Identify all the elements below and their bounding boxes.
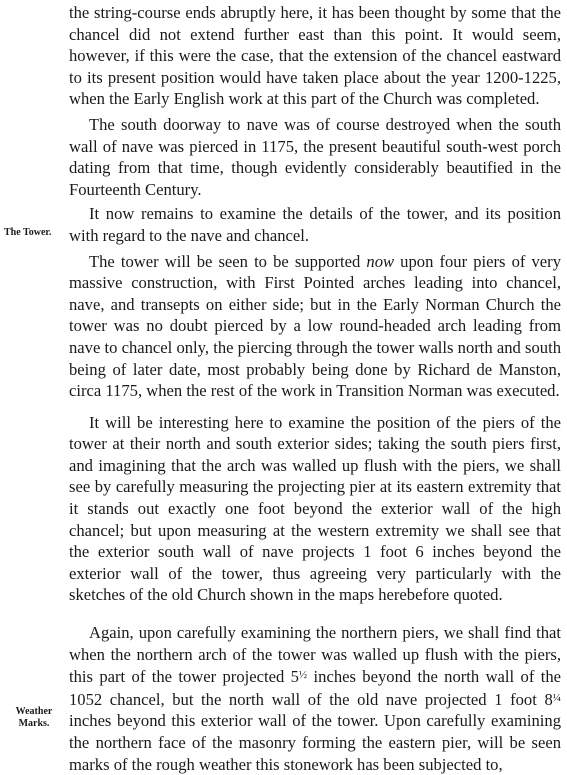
- margin-note-tower: The Tower.: [4, 227, 52, 238]
- text-span: inches beyond this exterior wall of the tower. Upon carefully examining the northern face of the masonry forming the eastern pier, will be seen marks of the rough weather this stonework has been subjected to,: [69, 711, 561, 774]
- paragraph-chancel-extension: the string-course ends abruptly here, it has been thought by some that the chancel did not extend further east than this point. It would seem, however, if this were the case, that the extension of the chancel eastward to its present position would have taken place about the year 1200-1225, when the Early English work at this part of the Church was completed.: [69, 3, 561, 109]
- text-span: inches beyond the north wall of the 1052 chancel, but the north wall of the old nave projected 1 foot 8: [69, 667, 561, 709]
- fraction-half: ½: [298, 669, 308, 682]
- paragraph-northern-piers: [69, 622, 561, 775]
- text-span: The tower will be seen to be supported: [89, 251, 367, 271]
- paragraph-south-piers: It will be interesting here to examine the position of the piers of the tower at their north and south exterior sides; taking the south piers first, and imagining that the arch was walled up flush with the piers, we shall see by carefully measuring the projecting pier at its eastern extremity that it stands out exactly one foot beyond the exterior wall of the high chancel; but upon measuring at the western extremity we shall see that the exterior south wall of nave projects 1 foot 6 inches beyond the exterior wall of the tower, thus agreeing very particularly with the sketches of the old Church shown in the maps herebefore quoted.: [69, 412, 561, 605]
- text-span: upon four piers of very massive construction, with First Pointed arches leading into chancel, nave, and transepts on either side; but in the Early Norman Church the tower was no doubt pierced by a low round-headed arch leading from nave to chancel only, the piercing through the tower walls north and south being of later date, most probably being done by Richard de Manston, circa 1175, when the rest of the work in Transition Norman was executed.: [69, 251, 562, 401]
- margin-note-weather-line1: Weather: [15, 706, 53, 717]
- body-text: [69, 2, 561, 775]
- paragraph-tower-intro: It now remains to examine the details of the tower, and its position with regard to the nave and chancel.: [69, 204, 561, 245]
- paragraph-south-doorway: The south doorway to nave was of course destroyed when the south wall of nave was pierced in 1175, the present beautiful south-west porch dating from that time, though evidently considerably beautified in the Fourteenth Century.: [69, 114, 561, 199]
- margin-note-weather-line2: Marks.: [18, 718, 50, 729]
- fraction-quarter: ¼: [552, 691, 561, 704]
- paragraph-tower-piers: [69, 251, 561, 402]
- text-span: Again, upon carefully examining the northern piers, we shall find that when the northern arch of the tower was walled up flush with the piers, this part of the tower projected 5: [69, 623, 561, 687]
- emphasis-now: now: [366, 251, 395, 271]
- margin-note-weather-marks: [10, 706, 58, 730]
